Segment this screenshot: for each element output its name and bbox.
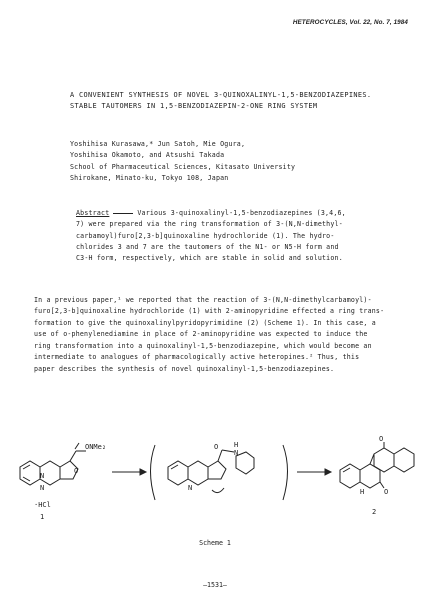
- compound-1-atom-n2: N: [40, 484, 45, 492]
- body-line-2: furo[2,3-b]quinoxaline hydrochloride (1) with 2-aminopyridine effected a ring trans-: [34, 307, 385, 315]
- intermediate-structure: [168, 450, 254, 493]
- authors-line-2: Yoshihisa Okamoto, and Atsushi Takada: [70, 151, 225, 159]
- body-line-5: ring transformation into a quinoxalinyl-1,5-benzodiazepine, which would become an: [34, 342, 372, 350]
- scheme-caption: Scheme 1: [199, 539, 231, 547]
- abstract-text-1: Various 3-quinoxalinyl-1,5-benzodiazepines (3,4,6,: [137, 209, 346, 217]
- compound-1-number: 1: [40, 513, 45, 521]
- intermediate-atom-h: H: [234, 441, 239, 449]
- scheme-1-figure: [0, 435, 430, 540]
- authors-line-1: Yoshihisa Kurasawa,* Jun Satoh, Mie Ogura,: [70, 140, 246, 148]
- compound-2-number: 2: [372, 508, 377, 516]
- intermediate-atom-n2: N: [188, 484, 193, 492]
- affiliation-line-1: School of Pharmaceutical Sciences, Kitasato University: [70, 163, 296, 171]
- compound-1-structure: [20, 443, 86, 485]
- abstract-line-1: [76, 209, 346, 217]
- paper-title-line-1: A CONVENIENT SYNTHESIS OF NOVEL 3-QUINOXALINYL-1,5-BENZODIAZEPINES.: [70, 91, 372, 99]
- abstract-line-3: carbamoyl)furo[2,3-b]quinoxaline hydrochloride (1). The hydro-: [76, 232, 335, 240]
- abstract-line-4: chlorides 3 and 7 are the tautomers of the N1- or N5-H form and: [76, 243, 339, 251]
- journal-header: HETEROCYCLES, Vol. 22, No. 7, 1984: [292, 19, 408, 26]
- bracket-left: [151, 445, 156, 500]
- bracket-right: [283, 445, 288, 500]
- arrow-1-head: [140, 469, 146, 475]
- intermediate-atom-o: O: [214, 443, 219, 451]
- abstract-label: Abstract: [76, 209, 110, 217]
- compound-2-atom-o2: O: [384, 488, 389, 496]
- body-line-7: paper describes the synthesis of novel quinoxalinyl-1,5-benzodiazepines.: [34, 365, 335, 373]
- compound-2-atom-h: H: [360, 488, 365, 496]
- compound-1-salt: ·HCl: [34, 501, 51, 509]
- paper-title-line-2: STABLE TAUTOMERS IN 1,5-BENZODIAZEPIN-2-ONE RING SYSTEM: [70, 102, 318, 110]
- intermediate-atom-n: N: [234, 449, 239, 457]
- compound-2-atom-o1: O: [379, 435, 384, 443]
- body-line-1: In a previous paper,¹ we reported that the reaction of 3-(N,N-dimethylcarbamoyl)-: [34, 296, 372, 304]
- arrow-2-head: [325, 469, 331, 475]
- affiliation-line-2: Shirokane, Minato-ku, Tokyo 108, Japan: [70, 174, 229, 182]
- body-line-4: use of o-phenylenediamine in place of 2-aminopyridine was expected to induce the: [34, 330, 368, 338]
- body-line-3: formation to give the quinoxalinylpyridopyrimidine (2) (Scheme 1). In this case, a: [34, 319, 376, 327]
- compound-1-amide-label: ONMe₂: [85, 443, 107, 451]
- compound-1-atom-n1: N: [40, 472, 45, 480]
- body-line-6: intermediate to analogues of pharmacologically active heteropines.² Thus, this: [34, 353, 360, 361]
- abstract-line-2: 7) were prepared via the ring transformation of 3-(N,N-dimethyl-: [76, 220, 343, 228]
- abstract-dash: [113, 213, 133, 214]
- compound-1-atom-o: O: [74, 467, 79, 475]
- compound-2-structure: [340, 442, 414, 488]
- page-number: —1531—: [203, 581, 227, 589]
- curved-arrow: [212, 488, 224, 493]
- abstract-line-5: C3-H form, respectively, which are stable in solid and solution.: [76, 254, 343, 262]
